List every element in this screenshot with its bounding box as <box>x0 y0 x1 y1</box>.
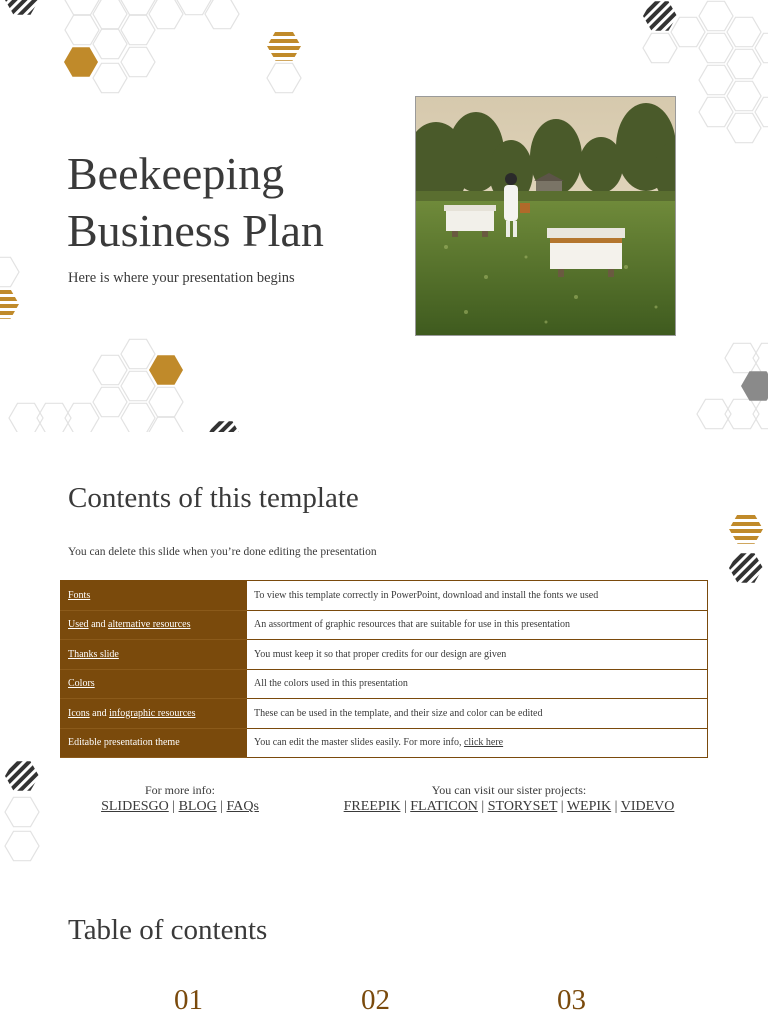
contents-row-key <box>61 669 247 699</box>
contents-note: You can delete this slide when you’re done editing the presentation <box>68 546 377 558</box>
contents-row-key <box>61 610 247 640</box>
contents-description-text: All the colors used in this presentation <box>254 678 408 690</box>
contents-row-key <box>61 728 247 758</box>
contents-row <box>61 699 708 729</box>
contents-row <box>61 581 708 611</box>
contents-row-description <box>247 699 708 729</box>
toc-number-2: 02 <box>361 984 390 1016</box>
contents-row-description <box>247 610 708 640</box>
contents-slide <box>0 432 768 864</box>
contents-description-text: These can be used in the template, and their size and color can be edited <box>254 707 543 719</box>
contents-key-text: and <box>89 707 110 719</box>
contents-row-key <box>61 581 247 611</box>
sister-project-link[interactable]: FLATICON <box>410 799 478 814</box>
contents-key-link[interactable]: Colors <box>68 678 95 690</box>
link-separator: | <box>168 799 179 814</box>
contents-key-text: Editable presentation theme <box>68 737 180 749</box>
link-separator: | <box>557 799 567 814</box>
contents-row-description <box>247 669 708 699</box>
contents-description-text: An assortment of graphic resources that are suitable for use in this presentation <box>254 619 571 631</box>
contents-key-link[interactable]: Used <box>68 619 89 631</box>
contents-row <box>61 610 708 640</box>
click-here-link[interactable]: click here <box>463 737 504 749</box>
sister-projects-links <box>300 798 718 815</box>
contents-row <box>61 669 708 699</box>
contents-key-text: and <box>88 619 109 631</box>
contents-row <box>61 640 708 670</box>
more-info-label: For more info: <box>145 783 215 797</box>
beekeeper-photo <box>415 96 676 336</box>
link-separator: | <box>216 799 227 814</box>
contents-row <box>61 728 708 758</box>
sister-projects-block <box>300 782 718 815</box>
title-slide <box>0 0 768 432</box>
contents-table <box>60 580 708 758</box>
presentation-title <box>67 145 324 259</box>
title-line-2: Business Plan <box>67 205 324 256</box>
contents-row-description <box>247 728 708 758</box>
contents-key-link[interactable]: Icons <box>68 707 90 719</box>
more-info-link[interactable]: SLIDESGO <box>101 799 169 814</box>
sister-project-link[interactable]: STORYSET <box>487 799 558 814</box>
contents-key-link[interactable]: Thanks slide <box>68 648 119 660</box>
contents-title: Contents of this template <box>68 482 359 514</box>
title-line-1: Beekeeping <box>67 148 285 199</box>
toc-number-3: 03 <box>557 984 586 1016</box>
more-info-links <box>80 798 280 815</box>
presentation-subtitle: Here is where your presentation begins <box>68 270 295 286</box>
link-separator: | <box>400 799 411 814</box>
sister-projects-label: You can visit our sister projects: <box>431 783 587 797</box>
beekeeper-field-photo-icon <box>416 97 676 336</box>
more-info-block <box>80 782 280 815</box>
link-separator: | <box>477 799 488 814</box>
sister-project-link[interactable]: WEPIK <box>566 799 612 814</box>
contents-description-text: You must keep it so that proper credits for our design are given <box>254 648 507 660</box>
contents-row-description <box>247 640 708 670</box>
link-separator: | <box>611 799 621 814</box>
contents-description-text: You can edit the master slides easily. For more info, <box>254 737 464 749</box>
toc-number-1: 01 <box>174 984 203 1016</box>
sister-project-link[interactable]: FREEPIK <box>343 799 401 814</box>
sister-project-link[interactable]: VIDEVO <box>620 799 675 814</box>
contents-key-link-2[interactable]: infographic resources <box>109 707 196 719</box>
contents-description-text: To view this template correctly in PowerPoint, download and install the fonts we used <box>254 589 599 601</box>
contents-row-description <box>247 581 708 611</box>
toc-title: Table of contents <box>68 914 268 946</box>
more-info-link[interactable]: BLOG <box>178 799 217 814</box>
contents-row-key <box>61 699 247 729</box>
contents-key-link[interactable]: Fonts <box>68 589 91 601</box>
table-of-contents-slide <box>0 864 768 1024</box>
contents-key-link-2[interactable]: alternative resources <box>108 619 191 631</box>
contents-row-key <box>61 640 247 670</box>
more-info-link[interactable]: FAQs <box>226 799 259 814</box>
